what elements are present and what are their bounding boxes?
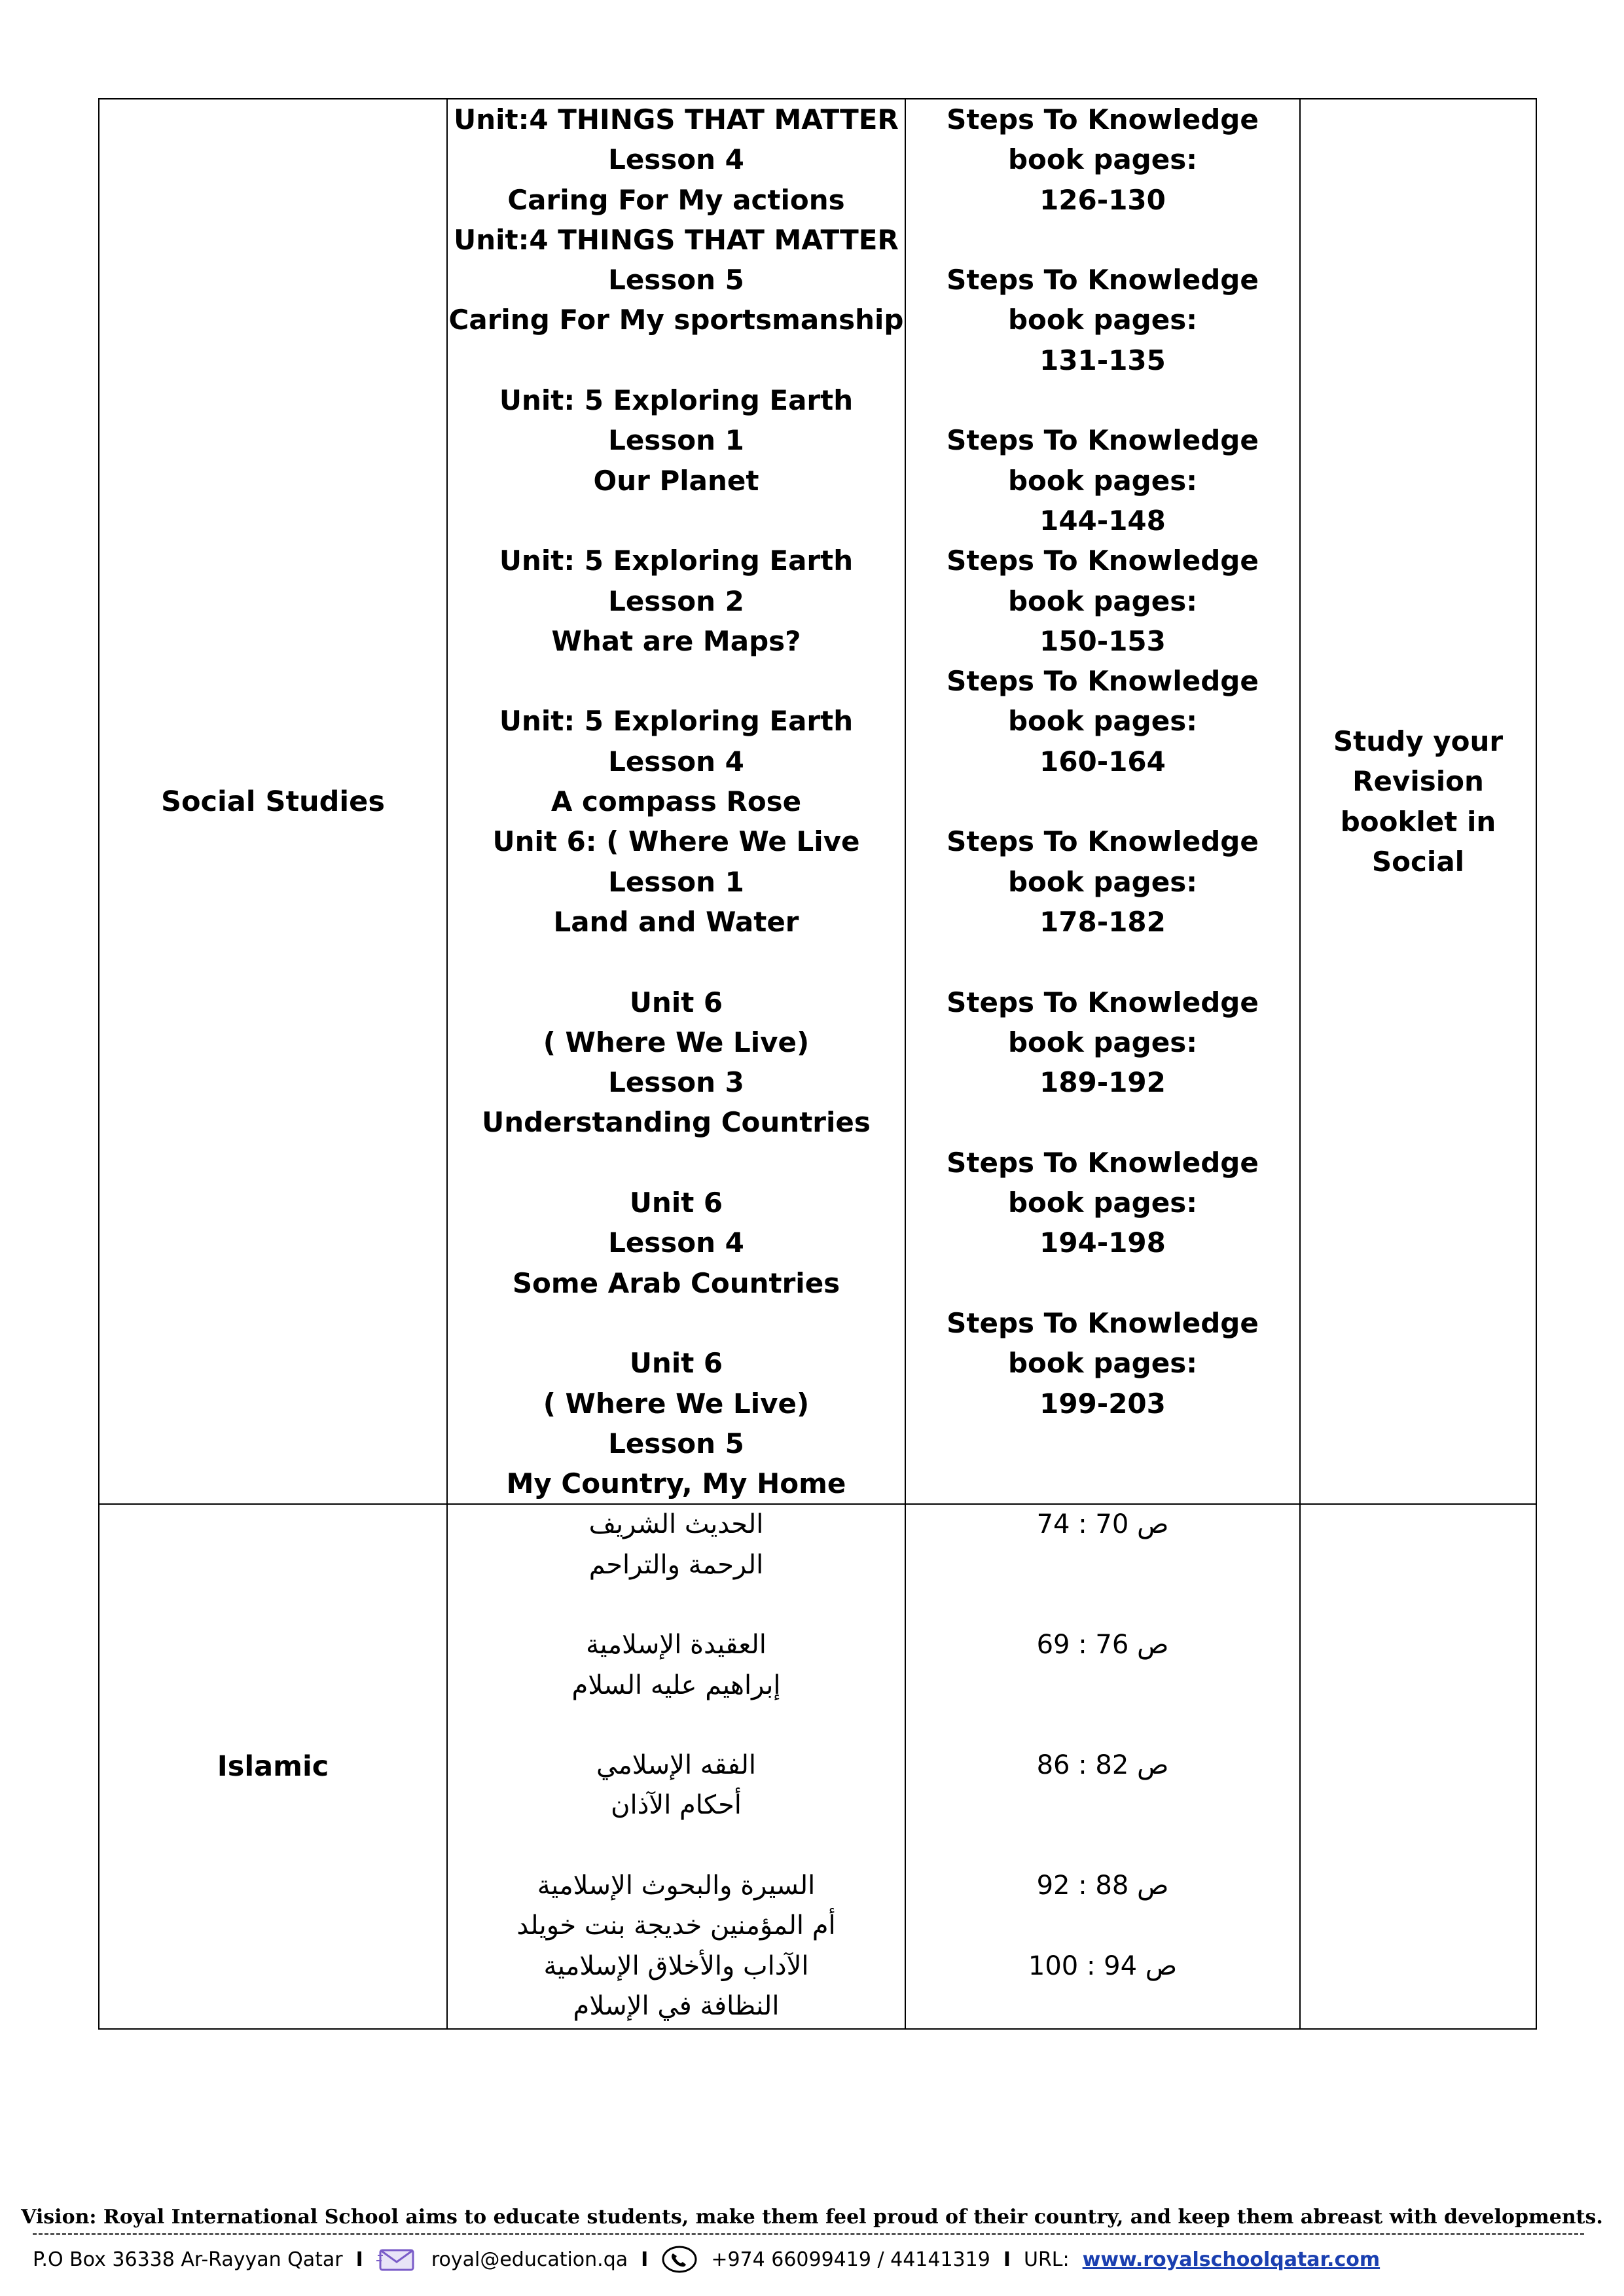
- topic-line: العقيدة الإسلامية: [586, 1630, 767, 1660]
- url-label: URL:: [1024, 2248, 1070, 2271]
- topic-line: Unit:4 THINGS THAT MATTER: [454, 103, 899, 135]
- website-link[interactable]: www.royalschoolqatar.com: [1082, 2248, 1380, 2271]
- spacer: [448, 1303, 905, 1343]
- pages-cell: [905, 99, 1300, 1504]
- subject-cell: [99, 99, 447, 1504]
- table-row-social-studies: [99, 99, 1536, 1504]
- pages-line: 189-192: [1039, 1066, 1166, 1099]
- pages-line: book pages:: [1007, 1026, 1198, 1058]
- subject-name: Islamic: [217, 1750, 329, 1784]
- pages-line: Steps To Knowledge: [947, 1146, 1259, 1179]
- subject-cell: [99, 1504, 447, 2029]
- pages-line: book pages:: [1007, 584, 1198, 617]
- topic-line: Lesson 4: [608, 1227, 744, 1259]
- spacer: [906, 1785, 1299, 1825]
- topic-line: Unit 6: [629, 1347, 723, 1380]
- pages-line: Steps To Knowledge: [947, 545, 1259, 577]
- topic-line: Unit 6: [629, 1187, 723, 1219]
- spacer: [906, 1826, 1299, 1866]
- spacer: [448, 340, 905, 380]
- topic-line: ( Where We Live): [543, 1026, 810, 1058]
- spacer: [906, 1263, 1299, 1303]
- footer-contact: [33, 2245, 1604, 2274]
- pages-line: 199-203: [1039, 1387, 1166, 1420]
- pages-line: ص 76 : 69: [1036, 1630, 1169, 1660]
- topics-list: [448, 99, 905, 1503]
- topic-line: Lesson 4: [608, 745, 744, 778]
- email-icon: [376, 2246, 418, 2272]
- topic-line: الرحمة والتراحم: [588, 1549, 764, 1580]
- spacer: [906, 380, 1299, 420]
- note-line: Social: [1371, 845, 1465, 878]
- pages-line: 160-164: [1039, 745, 1166, 778]
- topic-line: Caring For My actions: [507, 183, 845, 216]
- phone-number: +974 66099419 / 44141319: [711, 2248, 990, 2271]
- spacer: [906, 1706, 1299, 1746]
- topic-line: Unit: 5 Exploring Earth: [499, 705, 854, 738]
- spacer: [906, 1666, 1299, 1706]
- email-link[interactable]: royal@education.qa: [431, 2248, 628, 2271]
- pages-line: ص 94 : 100: [1028, 1950, 1178, 1981]
- spacer: [448, 1706, 905, 1746]
- spacer: [906, 781, 1299, 821]
- topic-line: Our Planet: [593, 464, 759, 497]
- topic-line: إبراهيم عليه السلام: [571, 1670, 781, 1700]
- topics-cell: [447, 1504, 905, 2029]
- topic-line: أم المؤمنين خديجة بنت خويلد: [516, 1910, 836, 1941]
- pages-line: book pages:: [1007, 865, 1198, 898]
- pages-line: book pages:: [1007, 705, 1198, 738]
- pages-line: book pages:: [1007, 304, 1198, 336]
- table-row-islamic: [99, 1504, 1536, 2029]
- topic-line: Unit 6: [629, 986, 723, 1018]
- pages-line: Steps To Knowledge: [947, 264, 1259, 296]
- subject-name: Social Studies: [161, 785, 385, 818]
- topic-line: النظافة في الإسلام: [573, 1990, 780, 2021]
- topic-line: Lesson 5: [608, 1427, 744, 1460]
- revision-note: [1301, 721, 1536, 882]
- topics-cell: [447, 99, 905, 1504]
- pages-line: 178-182: [1039, 905, 1166, 938]
- pages-line: 144-148: [1039, 504, 1166, 537]
- note-line: Study your: [1333, 725, 1504, 758]
- pages-line: Steps To Knowledge: [947, 1306, 1259, 1339]
- topic-line: Unit: 5 Exploring Earth: [499, 545, 854, 577]
- pages-list: [906, 1505, 1299, 1986]
- topic-line: Unit 6: ( Where We Live: [492, 825, 860, 858]
- topic-line: الفقه الإسلامي: [596, 1750, 756, 1781]
- topic-line: What are Maps?: [551, 624, 801, 657]
- separator: I: [355, 2248, 363, 2271]
- spacer: [906, 1585, 1299, 1625]
- topic-line: A compass Rose: [550, 785, 802, 818]
- spacer: [448, 1585, 905, 1625]
- note-line: Revision: [1352, 765, 1484, 798]
- note-cell: [1300, 1504, 1536, 2029]
- topic-line: Lesson 4: [608, 143, 744, 176]
- topic-line: ( Where We Live): [543, 1387, 810, 1420]
- topic-line: Unit: 5 Exploring Earth: [499, 384, 854, 417]
- pages-line: Steps To Knowledge: [947, 424, 1259, 457]
- pages-line: ص 82 : 86: [1036, 1750, 1169, 1781]
- pages-line: book pages:: [1007, 1347, 1198, 1380]
- separator: I: [641, 2248, 649, 2271]
- topic-line: الحديث الشريف: [588, 1509, 764, 1540]
- pages-list: [906, 99, 1299, 1424]
- spacer: [448, 1143, 905, 1183]
- phone-icon: [661, 2245, 698, 2274]
- spacer: [448, 942, 905, 982]
- note-cell: [1300, 99, 1536, 1504]
- pages-line: book pages:: [1007, 1187, 1198, 1219]
- topic-line: Understanding Countries: [482, 1106, 871, 1139]
- pages-line: 194-198: [1039, 1227, 1166, 1259]
- topic-line: أحكام الآذان: [611, 1790, 742, 1821]
- spacer: [448, 1826, 905, 1866]
- spacer: [448, 661, 905, 701]
- pages-line: Steps To Knowledge: [947, 103, 1259, 135]
- pages-line: Steps To Knowledge: [947, 825, 1259, 858]
- footer-divider: [33, 2233, 1584, 2235]
- topic-line: السيرة والبحوث الإسلامية: [537, 1871, 816, 1901]
- spacer: [906, 1906, 1299, 1946]
- separator: I: [1003, 2248, 1011, 2271]
- note-line: booklet in: [1340, 805, 1496, 838]
- pages-line: 150-153: [1039, 624, 1166, 657]
- spacer: [906, 942, 1299, 982]
- pages-line: book pages:: [1007, 464, 1198, 497]
- topic-line: Caring For My sportsmanship: [448, 304, 904, 336]
- spacer: [448, 501, 905, 541]
- pages-line: book pages:: [1007, 143, 1198, 176]
- topic-line: Lesson 5: [608, 264, 744, 296]
- pages-line: Steps To Knowledge: [947, 986, 1259, 1018]
- spacer: [906, 1102, 1299, 1142]
- vision-statement: Vision: Royal International School aims to educate students, make them feel proud of their country, and keep them abreast with developments.: [21, 2206, 1603, 2229]
- topic-line: Some Arab Countries: [512, 1266, 840, 1299]
- spacer: [906, 1545, 1299, 1585]
- pages-cell: [905, 1504, 1300, 2029]
- pages-line: ص 70 : 74: [1036, 1509, 1169, 1540]
- topic-line: Lesson 2: [608, 584, 744, 617]
- pages-line: 126-130: [1039, 183, 1166, 216]
- topic-line: Lesson 1: [608, 865, 744, 898]
- spacer: [906, 220, 1299, 260]
- topic-line: الآداب والأخلاق الإسلامية: [543, 1950, 809, 1981]
- topic-line: Lesson 1: [608, 424, 744, 457]
- topic-line: Unit:4 THINGS THAT MATTER: [454, 223, 899, 256]
- pages-line: ص 88 : 92: [1036, 1871, 1169, 1901]
- pages-line: 131-135: [1039, 344, 1166, 376]
- topic-line: Land and Water: [553, 905, 799, 938]
- topics-list: [448, 1505, 905, 2026]
- topic-line: My Country, My Home: [506, 1467, 846, 1500]
- revision-table: [98, 98, 1537, 2030]
- pages-line: Steps To Knowledge: [947, 665, 1259, 698]
- topic-line: Lesson 3: [608, 1066, 744, 1099]
- address-text: P.O Box 36338 Ar-Rayyan Qatar: [33, 2248, 343, 2271]
